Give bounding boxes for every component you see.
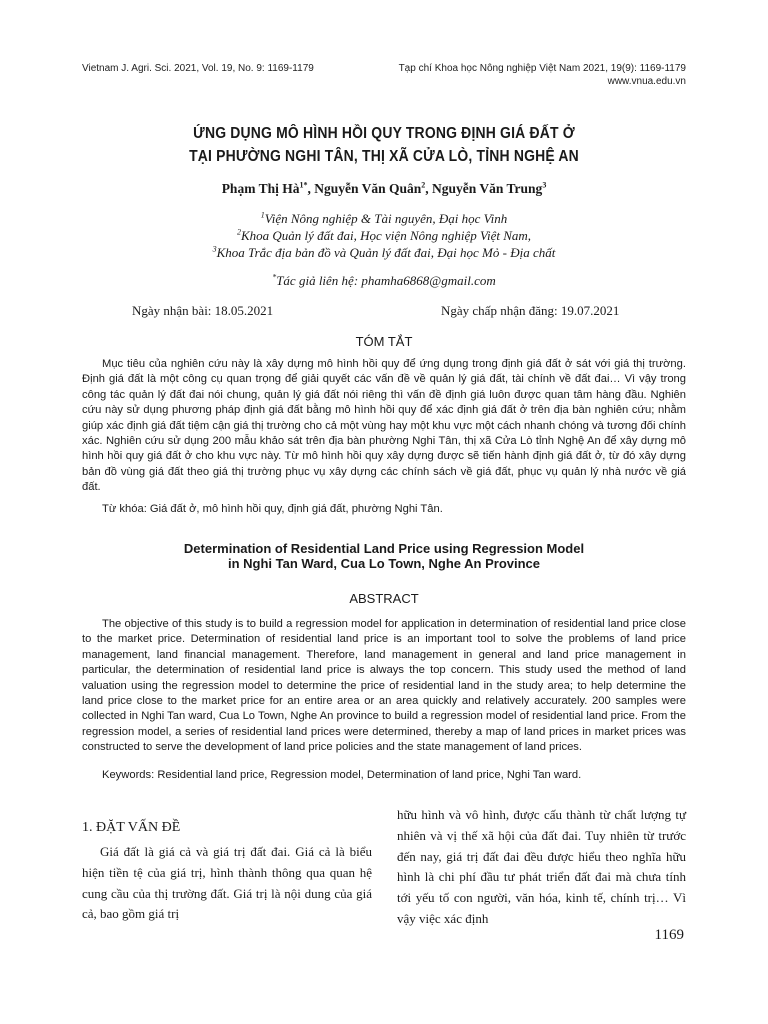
english-title-line2: in Nghi Tan Ward, Cua Lo Town, Nghe An Province xyxy=(228,556,540,571)
english-title-line1: Determination of Residential Land Price using Regression Model xyxy=(183,541,585,556)
journal-website[interactable]: www.vnua.edu.vn xyxy=(607,76,686,87)
section-1-right-column: hữu hình và vô hình, được cấu thành từ chất lượng tự nhiên và vị thế xã hội của đất đai. Tuy nhiên từ trước đến nay, giá trị đất đai đều được hiểu theo nghĩa hữu hình là chi phí đầu tư phát triển đất đai mà chưa tính tới yếu tố con người, văn hóa, kinh tế, chính trị… Vì vậy việc xác định xyxy=(397,807,686,926)
author-3: Nguyễn Văn Trung xyxy=(432,181,543,196)
affiliation-3-text: Khoa Trắc địa bản đồ và Quản lý đất đai, Đại học Mỏ - Địa chất xyxy=(216,245,556,260)
author-1-sup: 1* xyxy=(299,180,308,190)
journal-header-vi-citation: Tạp chí Khoa học Nông nghiệp Việt Nam 2021, 19(9): 1169-1179 xyxy=(398,63,686,74)
section-1-left-column: Giá đất là giá cả và giá trị đất đai. Giá cả là biểu hiện tiền tệ của giá trị, hình thành thông qua quan hệ cung cầu của thị trường đất. Giá trị là nội dung của giá cả, bao gồm giá trị xyxy=(82,844,372,922)
corresponding-sup: * xyxy=(272,272,277,282)
author-3-sup: 3 xyxy=(542,180,547,190)
received-date: Ngày nhận bài: 18.05.2021 xyxy=(132,303,274,318)
affiliation-3-sup: 3 xyxy=(212,244,217,254)
journal-header-vi xyxy=(399,62,686,88)
author-2-sup: 2 xyxy=(421,180,426,190)
affiliation-1 xyxy=(0,210,768,227)
affiliation-1-text: Viện Nông nghiệp & Tài nguyên, Đại học Vinh xyxy=(264,211,508,226)
vi-abstract-heading: TÓM TẮT xyxy=(355,334,413,349)
journal-header-en: Vietnam J. Agri. Sci. 2021, Vol. 19, No. 9: 1169-1179 xyxy=(82,63,314,74)
paper-title-line2: TẠI PHƯỜNG NGHI TÂN, THỊ XÃ CỬA LÒ, TỈNH NGHỆ AN xyxy=(189,148,579,165)
affiliation-3 xyxy=(0,244,768,261)
paper-title-line1: ỨNG DỤNG MÔ HÌNH HỒI QUY TRONG ĐỊNH GIÁ ĐẤT Ở xyxy=(193,125,575,142)
author-list: Phạm Thị $Hà^{1*}$, Nguyễn Văn Quân$^2$, Nguyễn Văn Trung$^3$ xyxy=(221,180,547,196)
vi-abstract-text: Mục tiêu của nghiên cứu này là xây dựng mô hình hồi quy để ứng dụng trong định giá đất ở sát với giá thị trường. Định giá đất là một công cụ quan trọng để giải quyết các vấn đề về quản lý giá đất, tài chính về đất đai… Vì vậy trong công tác quản lý đất đai nói chung, quản lý giá đất nói riêng thì vấn đề định giá luôn được quan tâm hàng đầu. Nghiên cứu này sử dụng phương pháp định giá đất bằng mô hình hồi quy để xác định giá đất ở trên địa bàn nghiên cứu; nhằm giúp xác định giá đất tiệm cận giá thị trường cho cả một vùng hay một khu vực một cách nhanh chóng và tương đối chính xác. Nghiên cứu sử dụng 200 mẫu khảo sát trên địa bàn phường Nghi Tân, thị xã Cửa Lò tỉnh Nghệ An để xây dựng mô hình hồi quy giá đất ở cho khu vực này. Từ mô hình hồi quy xây dựng được sẽ tiến hành định giá đất ở, từ đó xây dựng bản đồ vùng giá đất theo giá thị trường phục vụ xây dựng các chính sách về giá đất, phục vụ quản lý nhà nước về giá đất. xyxy=(82,358,686,494)
author-1: Phạm Thị Hà xyxy=(221,181,300,196)
section-1-heading: 1. ĐẶT VẤN ĐỀ xyxy=(82,820,181,835)
affiliation-2 xyxy=(0,227,768,244)
corresponding-author xyxy=(0,273,768,289)
corresponding-email[interactable]: Tác giả liên hệ: phamha6868@gmail.com xyxy=(276,273,496,288)
affiliation-1-sup: 1 xyxy=(260,210,265,220)
en-abstract-text: The objective of this study is to build a regression model for application in determination of residential land price close to the market price. Determination of residential land price is an important tool to solve the problems of land price management, land financial management. Therefore, land management in general and land price management in particular, the determination of residential land price is always the top concern. This study used the method of land valuation using the regression model to determine the price of residential land in the study area; to help determine the land price close to the market price for an entire area or an area quickly and relatively accurately. 200 samples were collected in Nghi Tan ward, Cua Lo Town, Nghe An province to build a regression model of residential land price. From the regression model, a series of residential land prices were determined, thereby a map of land prices in market prices was constructed to serve the development of land price policies and the state management of land prices. xyxy=(82,618,686,754)
affiliation-2-sup: 2 xyxy=(236,227,241,237)
author-2: Nguyễn Văn Quân xyxy=(314,181,422,196)
en-abstract-heading: ABSTRACT xyxy=(349,591,419,606)
accepted-date: Ngày chấp nhận đăng: 19.07.2021 xyxy=(441,303,620,318)
en-keywords: Keywords: Residential land price, Regression model, Determination of land price, Nghi Tan ward. xyxy=(102,769,582,781)
page-number: 1169 xyxy=(654,927,684,943)
vi-keywords: Từ khóa: Giá đất ở, mô hình hồi quy, định giá đất, phường Nghi Tân. xyxy=(102,503,443,515)
affiliation-2-text: Khoa Quản lý đất đai, Học viện Nông nghiệp Việt Nam, xyxy=(240,228,532,243)
